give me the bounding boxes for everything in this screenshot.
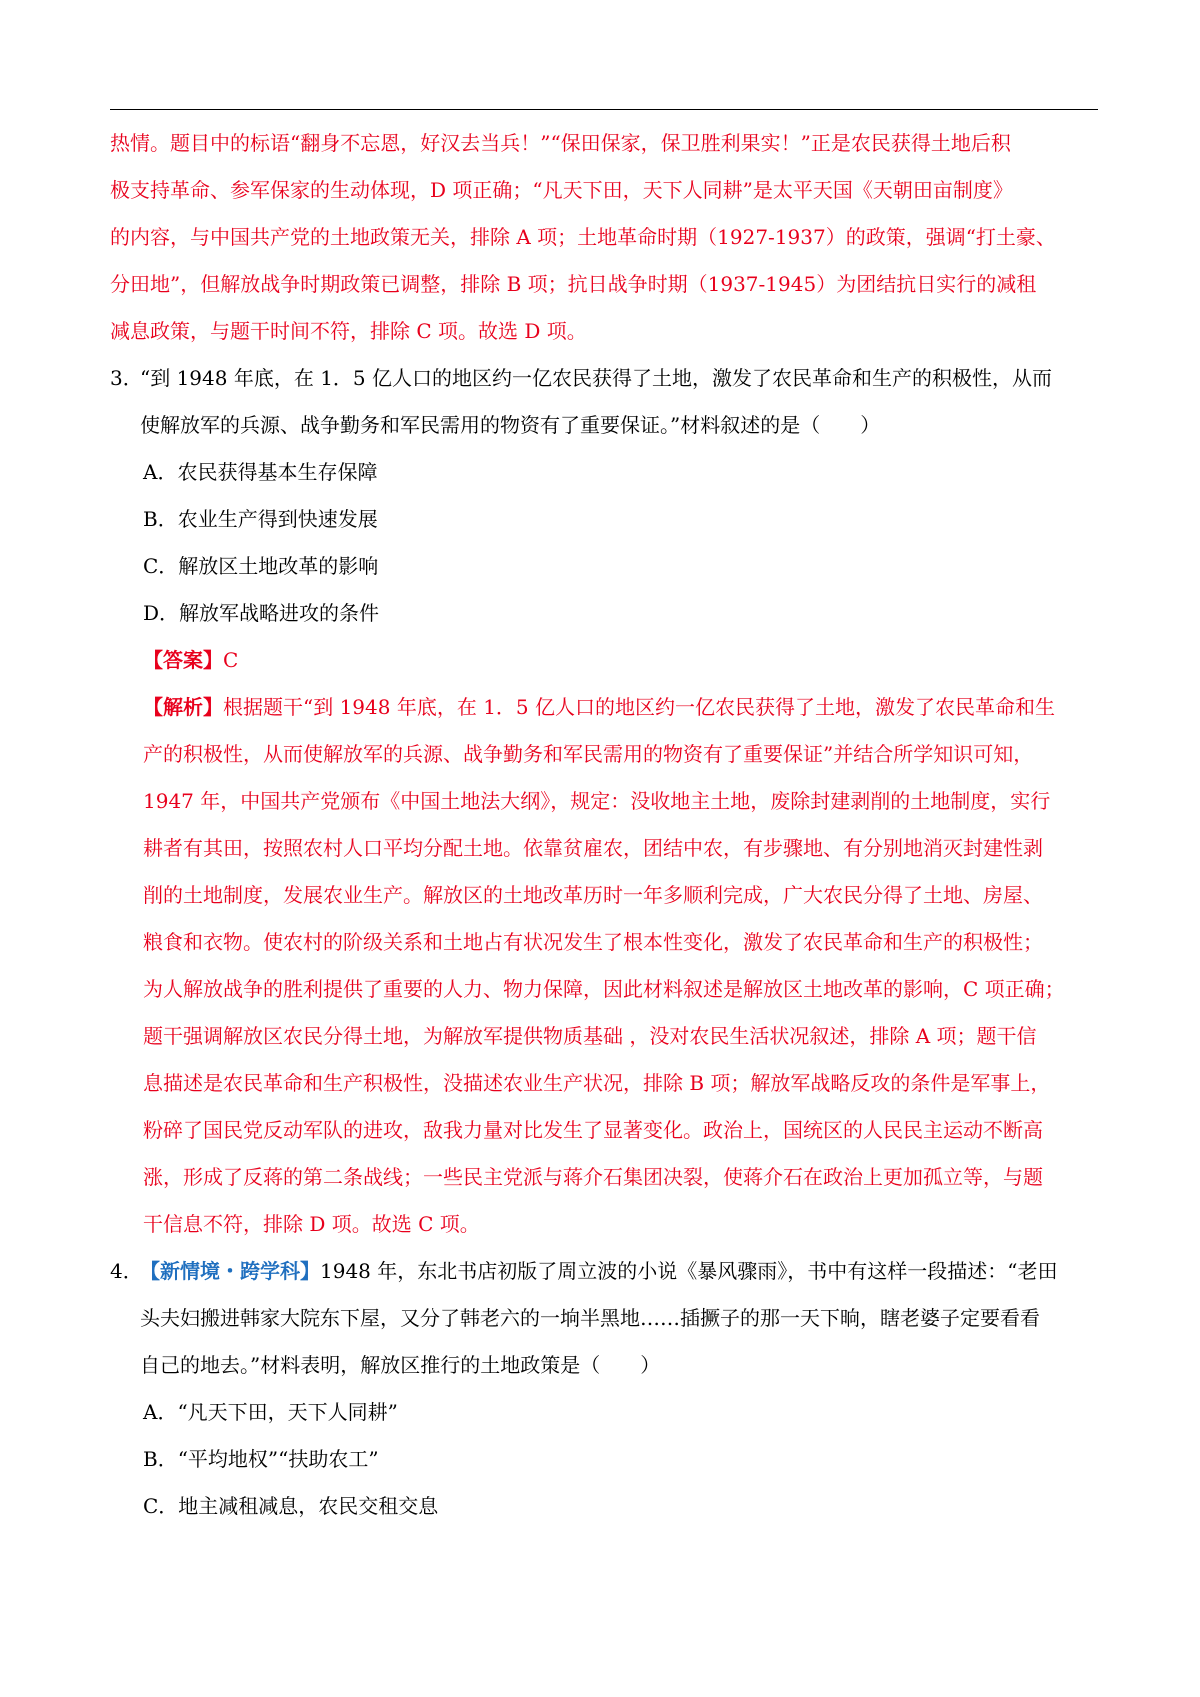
explanation-line: 分田地”，但解放战争时期政策已调整，排除 B 项；抗日战争时期（1937-1945）为团结抗日实行的减租: [110, 272, 1037, 296]
answer-value: C: [223, 648, 239, 672]
analysis-line: 粮食和衣物。使农村的阶级关系和土地占有状况发生了根本性变化，激发了农民革命和生产的积极性；: [143, 930, 1043, 954]
option-c: C．地主减租减息，农民交租交息: [143, 1494, 439, 1518]
stem-line: 头夫妇搬进韩家大院东下屋，又分了韩老六的一垧半黑地……插撅子的那一天下晌，瞎老婆子定要看看: [140, 1306, 1040, 1330]
analysis-line: 粉碎了国民党反动军队的进攻，敌我力量对比发生了显著变化。政治上，国统区的人民民主运动不断高: [143, 1118, 1043, 1142]
explanation-line: 热情。题目中的标语“翻身不忘恩，好汉去当兵！”“保田保家，保卫胜利果实！”正是农民获得土地后积: [110, 131, 1011, 155]
analysis-line: [110, 684, 1100, 731]
analysis-line: 题干强调解放区农民分得土地，为解放军提供物质基础 ，没对农民生活状况叙述，排除 A 项；题干信: [143, 1024, 1037, 1048]
option-a: A．“凡天下田，天下人同耕”: [143, 1400, 398, 1424]
stem-line: 使解放军的兵源、战争勤务和军民需用的物资有了重要保证。”材料叙述的是（ ）: [140, 413, 881, 437]
analysis-line: 产的积极性，从而使解放军的兵源、战争勤务和军民需用的物资有了重要保证”并结合所学知识可知，: [143, 742, 1034, 766]
analysis-label: 【解析】: [143, 695, 223, 719]
answer-line: [110, 637, 1100, 684]
analysis-line: 息描述是农民革命和生产积极性，没描述农业生产状况，排除 B 项；解放军战略反攻的条件是军事上，: [143, 1071, 1051, 1095]
stem-line: 自己的地去。”材料表明，解放区推行的土地政策是（ ）: [140, 1353, 661, 1377]
question-number: 4．: [110, 1259, 143, 1283]
option-c: C．解放区土地改革的影响: [143, 554, 379, 578]
question-4: [110, 1248, 1100, 1530]
explanation-line: 的内容，与中国共产党的土地政策无关，排除 A 项；土地革命时期（1927-1937）的政策，强调“打土豪、: [110, 225, 1056, 249]
question-stem: [110, 355, 1100, 449]
option-b: B．“平均地权”“扶助农工”: [143, 1447, 379, 1471]
stem-line: “到 1948 年底，在 1．5 亿人口的地区约一亿农民获得了土地，激发了农民革命和生产的积极性，从而: [140, 366, 1053, 390]
question-stem: [110, 1248, 1100, 1389]
prev-explanation: [110, 120, 1100, 355]
analysis-line: 为人解放战争的胜利提供了重要的人力、物力保障，因此材料叙述是解放区土地改革的影响，C 项正确；: [143, 977, 1065, 1001]
question-3: [110, 355, 1100, 1248]
explanation-line: 减息政策，与题干时间不符，排除 C 项。故选 D 项。: [110, 319, 587, 343]
explanation-line: 极支持革命、参军保家的生动体现，D 项正确；“凡天下田，天下人同耕”是太平天国《天朝田亩制度》: [110, 178, 1013, 202]
analysis-line: 干信息不符，排除 D 项。故选 C 项。: [143, 1212, 480, 1236]
question-number: 3．: [110, 366, 143, 390]
analysis-line: 耕者有其田，按照农村人口平均分配土地。依靠贫雇农，团结中农，有步骤地、有分别地消灭封建性剥: [143, 836, 1043, 860]
analysis-line: 1947 年，中国共产党颁布《中国土地法大纲》，规定：没收地主土地，废除封建剥削的土地制度，实行: [143, 789, 1051, 813]
option-b: B．农业生产得到快速发展: [143, 507, 378, 531]
analysis-line: 涨，形成了反蒋的第二条战线；一些民主党派与蒋介石集团决裂，使蒋介石在政治上更加孤立等，与题: [143, 1165, 1043, 1189]
stem-line: 1948 年，东北书店初版了周立波的小说《暴风骤雨》，书中有这样一段描述：“老田: [320, 1259, 1058, 1283]
document-body: [110, 120, 1100, 1530]
header-rule: [110, 109, 1098, 110]
answer-label: 【答案】: [143, 648, 223, 672]
question-tag: 【新情境・跨学科】: [140, 1259, 320, 1283]
option-d: D．解放军战略进攻的条件: [143, 601, 380, 625]
analysis-line: 削的土地制度，发展农业生产。解放区的土地改革历时一年多顺利完成，广大农民分得了土地、房屋、: [143, 883, 1043, 907]
analysis: [110, 684, 1100, 1248]
analysis-text: 根据题干“到 1948 年底，在 1．5 亿人口的地区约一亿农民获得了土地，激发了农民革命和生: [223, 695, 1056, 719]
option-a: A．农民获得基本生存保障: [143, 460, 378, 484]
